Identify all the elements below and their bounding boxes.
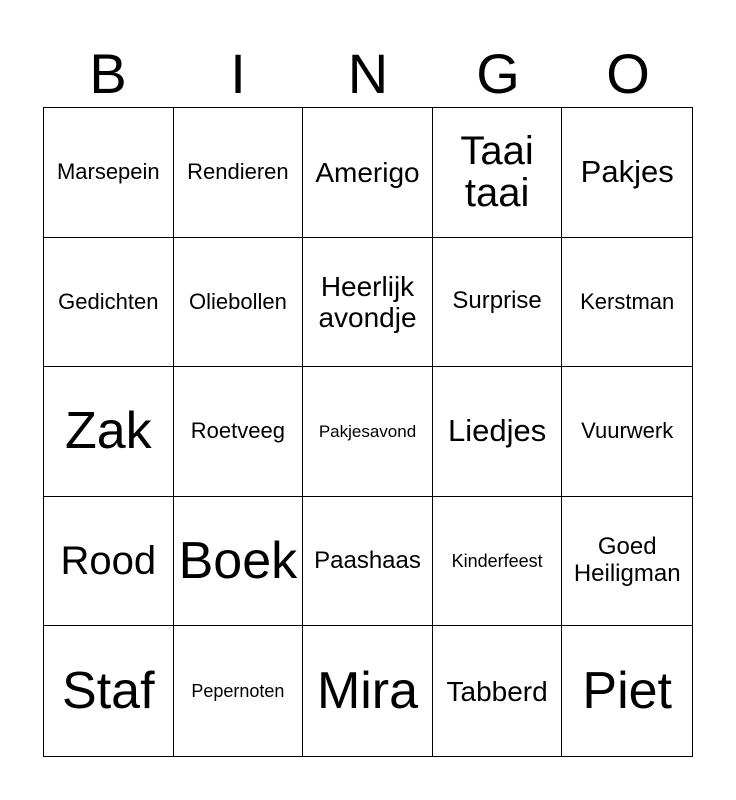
bingo-cell[interactable]: Staf xyxy=(44,626,174,756)
bingo-cell[interactable]: Taai taai xyxy=(433,108,563,238)
bingo-cell[interactable]: Boek xyxy=(174,497,304,627)
header-letter-i: I xyxy=(230,42,246,105)
bingo-cell[interactable]: Marsepein xyxy=(44,108,174,238)
bingo-cell[interactable]: Rood xyxy=(44,497,174,627)
bingo-header xyxy=(43,40,693,108)
bingo-cell[interactable]: Zak xyxy=(44,367,174,497)
header-letter-b: B xyxy=(89,42,127,105)
bingo-cell[interactable]: Kerstman xyxy=(562,238,692,368)
bingo-cell[interactable]: Pakjesavond xyxy=(303,367,433,497)
bingo-cell[interactable]: Paashaas xyxy=(303,497,433,627)
bingo-cell[interactable]: Amerigo xyxy=(303,108,433,238)
bingo-cell[interactable]: Gedichten xyxy=(44,238,174,368)
header-letter-g: G xyxy=(476,42,520,105)
bingo-cell[interactable]: Rendieren xyxy=(174,108,304,238)
bingo-cell[interactable]: Mira xyxy=(303,626,433,756)
bingo-cell[interactable]: Surprise xyxy=(433,238,563,368)
header-letter-o: O xyxy=(606,42,650,105)
bingo-cell[interactable]: Heerlijk avondje xyxy=(303,238,433,368)
bingo-cell[interactable]: Piet xyxy=(582,661,672,720)
bingo-cell[interactable]: Goed Heiligman xyxy=(562,497,692,627)
header-letter-n: N xyxy=(347,42,389,105)
bingo-cell[interactable]: Pakjes xyxy=(562,108,692,238)
bingo-cell[interactable]: Oliebollen xyxy=(174,238,304,368)
bingo-cell[interactable]: Roetveeg xyxy=(174,367,304,497)
bingo-cell[interactable]: Vuurwerk xyxy=(562,367,692,497)
bingo-board xyxy=(43,107,693,757)
bingo-cell[interactable]: Liedjes xyxy=(433,367,563,497)
bingo-cell[interactable]: Pepernoten xyxy=(174,626,304,756)
bingo-cell[interactable]: Kinderfeest xyxy=(433,497,563,627)
bingo-cell[interactable]: Tabberd xyxy=(433,626,563,756)
